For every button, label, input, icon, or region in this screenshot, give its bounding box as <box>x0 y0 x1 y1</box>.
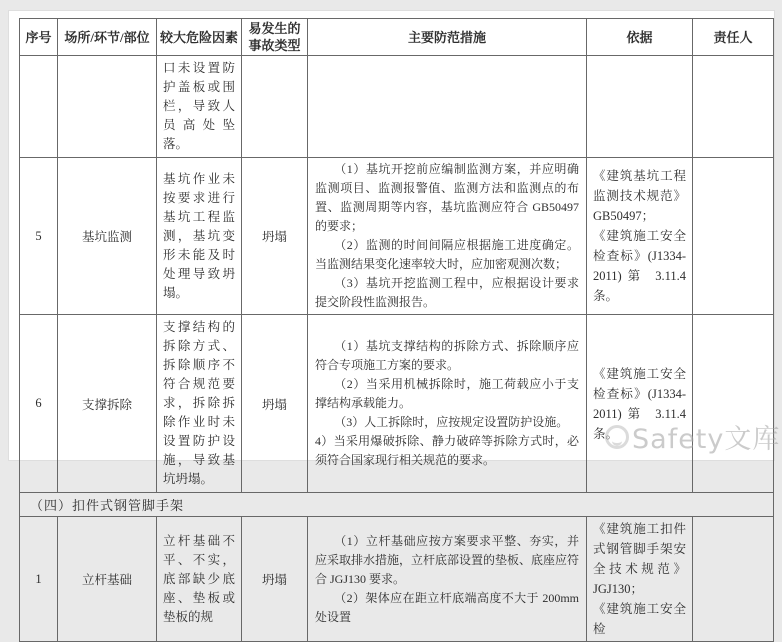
col-header-no: 序号 <box>20 19 58 56</box>
col-header-accident-type: 易发生的事故类型 <box>242 19 308 56</box>
cell-no: 6 <box>20 315 58 493</box>
basis-reference: 《建筑施工安全检 <box>593 602 686 636</box>
watermark-text: Safety文库 <box>632 424 781 455</box>
col-header-location: 场所/环节/部位 <box>58 19 157 56</box>
hazard-table <box>19 18 774 642</box>
page <box>8 10 781 636</box>
cell-accident-type <box>242 56 308 158</box>
cell-no: 1 <box>20 517 58 642</box>
cell-location: 立杆基础 <box>58 517 157 642</box>
cell-responsible <box>693 56 774 158</box>
measure-paragraph: （1）基坑支撑结构的拆除方式、拆除顺序应符合专项施工方案的要求。 <box>315 339 579 372</box>
cell-responsible <box>693 517 774 642</box>
cell-responsible <box>693 315 774 493</box>
cell-accident-type: 坍塌 <box>242 158 308 315</box>
measure-paragraph: （3）基坑开挖监测工程中，应根据设计要求提交阶段性监测报告。 <box>315 276 579 309</box>
table-row <box>20 517 774 642</box>
measure-paragraph: （1）立杆基础应按方案要求平整、夯实，并应采取排水措施，立杆底部设置的垫板、底座应符合 JGJ130 要求。 <box>315 533 580 586</box>
cell-measures <box>308 315 587 493</box>
col-header-responsible: 责任人 <box>693 19 774 56</box>
cell-basis <box>587 56 693 158</box>
measure-paragraph: 4）当采用爆破拆除、静力破碎等拆除方式时，必须符合国家现行相关规范的要求。 <box>315 434 579 467</box>
measure-paragraph: （2）当采用机械拆除时，施工荷载应小于支撑结构承载能力。 <box>315 377 579 410</box>
section-row <box>20 493 774 517</box>
cell-responsible <box>693 158 774 315</box>
measure-paragraph: （3）人工拆除时，应按规定设置防护设施。 <box>334 415 569 429</box>
cell-accident-type: 坍塌 <box>242 517 308 642</box>
measure-paragraph: （1）基坑开挖前应编制监测方案，并应明确监测项目、监测报警值、监测方法和监测点的布置、监测周期等内容，基坑监测应符合 GB50497 的要求； <box>315 162 579 233</box>
cell-basis <box>587 315 693 493</box>
cell-no: 5 <box>20 158 58 315</box>
basis-reference: 《建筑施工安全检查标》(J1334-2011)第 3.11.4 条。 <box>593 366 686 441</box>
table-header-row <box>20 19 774 56</box>
cell-hazard: 基坑作业未按要求进行基坑工程监测，基坑变形未能及时处理导致坍塌。 <box>157 158 242 315</box>
cell-basis <box>587 517 693 642</box>
cell-location: 基坑监测 <box>58 158 157 315</box>
table-row <box>20 315 774 493</box>
cell-measures <box>308 158 587 315</box>
col-header-hazard: 较大危险因素 <box>157 19 242 56</box>
section-label: （四）扣件式钢管脚手架 <box>20 493 774 517</box>
measure-paragraph: （2）监测的时间间隔应根据施工进度确定。当监测结果变化速率较大时，应加密观测次数； <box>315 238 579 271</box>
cell-accident-type: 坍塌 <box>242 315 308 493</box>
cell-basis <box>587 158 693 315</box>
cell-hazard: 立杆基础不平、不实，底部缺少底座、垫板或垫板的规 <box>157 517 242 642</box>
cell-hazard: 支撑结构的拆除方式、拆除顺序不符合规范要求，拆除拆除作业时未设置防护设施，导致基坑坍塌。 <box>157 315 242 493</box>
table-row <box>20 56 774 158</box>
cell-location <box>58 56 157 158</box>
col-header-basis: 依据 <box>587 19 693 56</box>
table-row <box>20 158 774 315</box>
cell-no <box>20 56 58 158</box>
basis-reference: 《建筑施工安全检查标》(J1334-2011)第 3.11.4 条。 <box>593 229 686 303</box>
basis-reference: 《建筑基坑工程监测技术规范》GB50497； <box>593 169 686 223</box>
basis-reference: 《建筑施工扣件式钢管脚手架安全技术规范》JGJ130； <box>593 522 686 596</box>
cell-measures <box>308 517 587 642</box>
cell-hazard: 口未设置防护盖板或围栏，导致人员高处坠落。 <box>157 56 242 158</box>
cell-location: 支撑拆除 <box>58 315 157 493</box>
col-header-measures: 主要防范措施 <box>308 19 587 56</box>
cell-measures <box>308 56 587 158</box>
measure-paragraph: （2）架体应在距立杆底端高度不大于 200mm 处设置 <box>315 590 579 624</box>
